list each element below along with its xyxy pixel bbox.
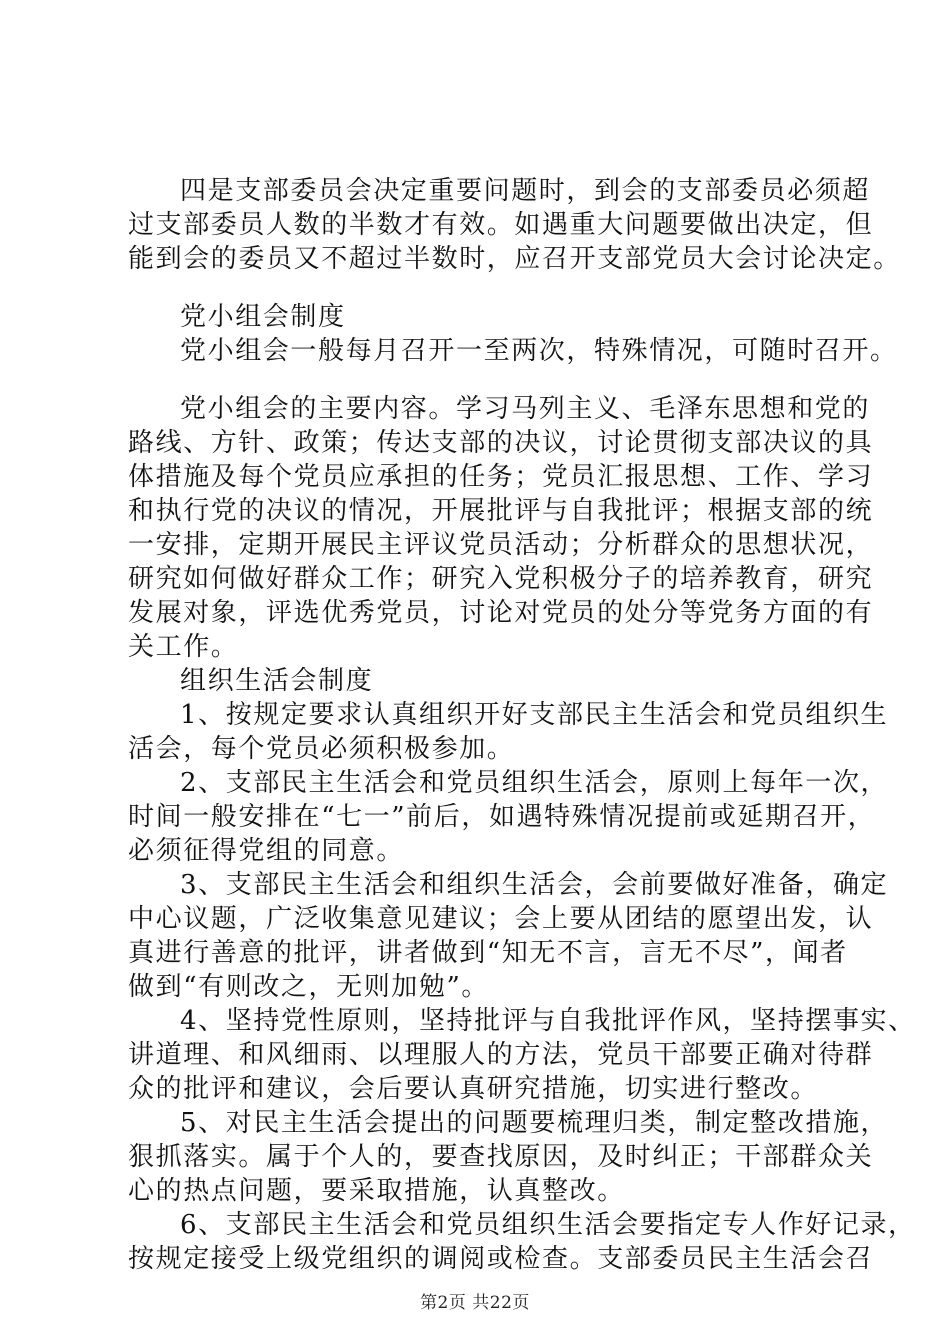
text-line: 6、支部民主生活会和党员组织生活会要指定专人作好记录， xyxy=(180,1210,916,1240)
text-line: 过支部委员人数的半数才有效。如遇重大问题要做出决定，但 xyxy=(128,210,874,240)
text-line: 按规定接受上级党组织的调阅或检查。支部委员民主生活会召 xyxy=(128,1244,874,1274)
text-line: 能到会的委员又不超过半数时，应召开支部党员大会讨论决定。 xyxy=(128,244,901,274)
text-line: 1、按规定要求认真组织开好支部民主生活会和党员组织生 xyxy=(180,700,889,730)
text-line: 中心议题，广泛收集意见建议；会上要从团结的愿望出发，认 xyxy=(128,904,874,934)
text-line: 狠抓落实。属于个人的，要查找原因，及时纠正；干部群众关 xyxy=(128,1142,874,1172)
text-line: 关工作。 xyxy=(128,632,239,662)
section-heading: 组织生活会制度 xyxy=(180,666,374,696)
text-line: 做到“有则改之，无则加勉”。 xyxy=(128,972,489,1002)
text-line: 真进行善意的批评，讲者做到“知无不言，言无不尽”，闻者 xyxy=(128,938,848,968)
text-line: 一安排，定期开展民主评议党员活动；分析群众的思想状况， xyxy=(128,530,874,560)
text-line: 路线、方针、政策；传达支部的决议，讨论贯彻支部决议的具 xyxy=(128,428,874,458)
text-line: 2、支部民主生活会和党员组织生活会，原则上每年一次， xyxy=(180,768,889,798)
text-line: 必须征得党组的同意。 xyxy=(128,836,405,866)
text-line: 3、支部民主生活会和组织生活会，会前要做好准备，确定 xyxy=(180,870,889,900)
text-line: 党小组会的主要内容。学习马列主义、毛泽东思想和党的 xyxy=(180,394,871,424)
section-heading: 党小组会制度 xyxy=(180,302,346,332)
text-line: 时间一般安排在“七一”前后，如遇特殊情况提前或延期召开， xyxy=(128,802,876,832)
text-line: 活会，每个党员必须积极参加。 xyxy=(128,734,515,764)
text-line: 发展对象，评选优秀党员，讨论对党员的处分等党务方面的有 xyxy=(128,598,874,628)
text-line: 研究如何做好群众工作；研究入党积极分子的培养教育，研究 xyxy=(128,564,874,594)
text-line: 体措施及每个党员应承担的任务；党员汇报思想、工作、学习 xyxy=(128,462,874,492)
text-line: 党小组会一般每月召开一至两次，特殊情况，可随时召开。 xyxy=(180,336,898,366)
text-line: 众的批评和建议，会后要认真研究措施，切实进行整改。 xyxy=(128,1074,819,1104)
text-line: 讲道理、和风细雨、以理服人的方法，党员干部要正确对待群 xyxy=(128,1040,874,1070)
text-line: 5、对民主生活会提出的问题要梳理归类，制定整改措施， xyxy=(180,1108,889,1138)
text-line: 和执行党的决议的情况，开展批评与自我批评；根据支部的统 xyxy=(128,496,874,526)
text-line: 4、坚持党性原则，坚持批评与自我批评作风，坚持摆事实、 xyxy=(180,1006,916,1036)
text-line: 四是支部委员会决定重要问题时，到会的支部委员必须超 xyxy=(180,176,871,206)
text-line: 心的热点问题，要采取措施，认真整改。 xyxy=(128,1176,625,1206)
page-number-footer: 第2页 共22页 xyxy=(420,1293,530,1313)
